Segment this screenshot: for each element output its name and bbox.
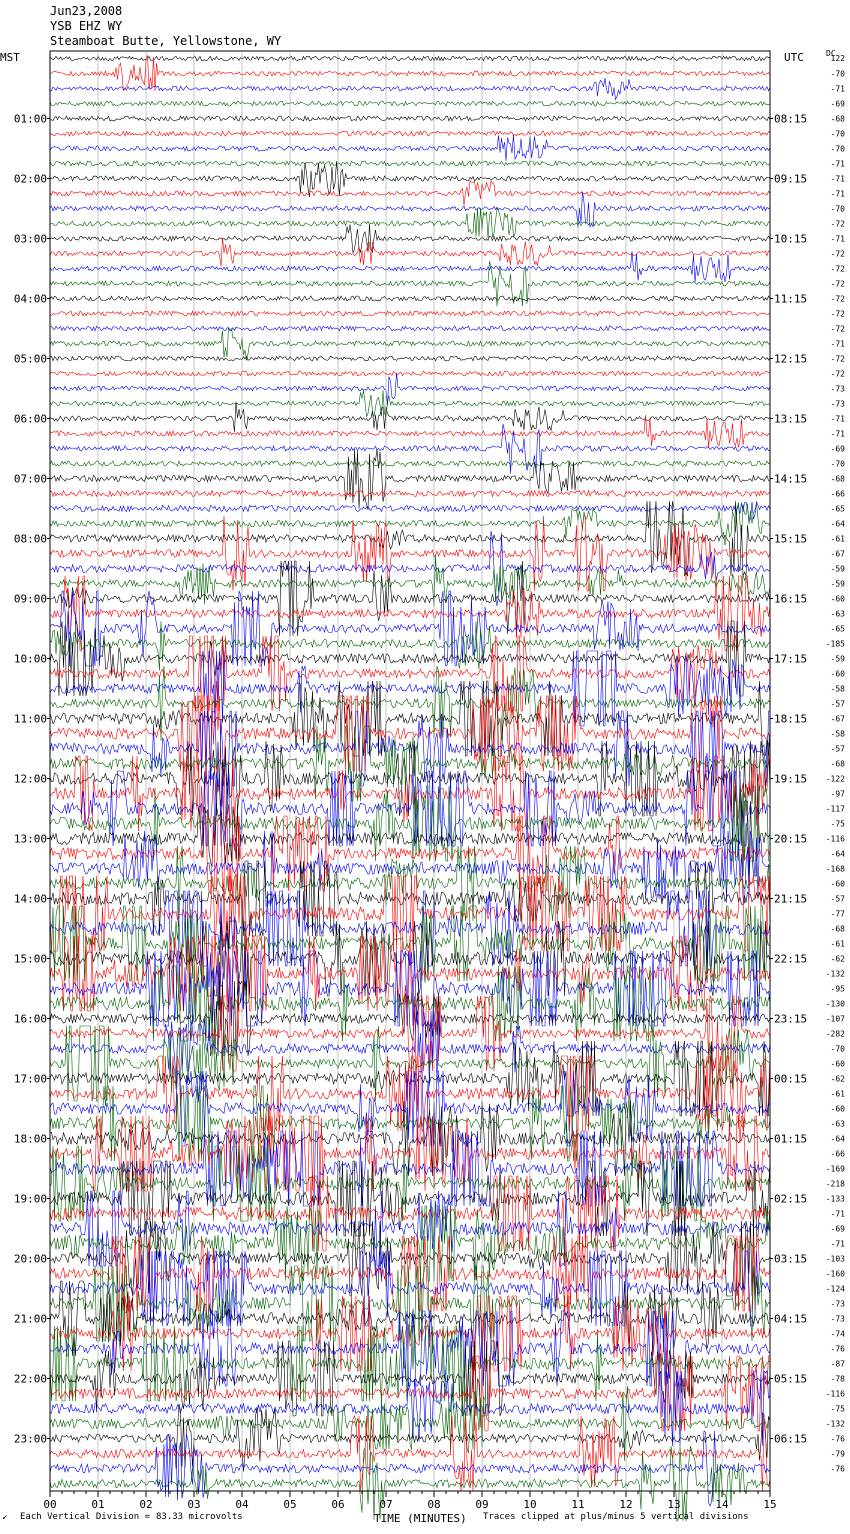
- dc-offset-value: -73: [830, 399, 845, 409]
- dc-offset-value: -65: [830, 624, 845, 634]
- dc-offset-value: -70: [830, 459, 845, 469]
- dc-offset-value: -76: [830, 1464, 845, 1474]
- dc-offset-value: -116: [825, 1389, 845, 1399]
- right-hour-label: 23:15: [774, 1012, 808, 1026]
- trace-line: [50, 238, 770, 267]
- dc-offset-value: -133: [825, 1194, 845, 1204]
- dc-offset-value: -71: [830, 414, 845, 424]
- dc-offset-value: -57: [830, 744, 845, 754]
- dc-offset-value: -60: [830, 879, 845, 889]
- x-tick-label: 06: [331, 1498, 345, 1511]
- trace-line: [50, 1251, 770, 1326]
- station-location: Steamboat Butte, Yellowstone, WY: [50, 34, 282, 48]
- right-hour-label: 11:15: [774, 292, 808, 306]
- trace-line: [50, 415, 770, 448]
- dc-offset-value: -59: [830, 654, 845, 664]
- left-hour-label: 22:00: [13, 1372, 47, 1386]
- trace-line: [50, 561, 770, 636]
- trace-line: [50, 181, 770, 206]
- dc-offset-value: -75: [830, 819, 845, 829]
- trace-line: [50, 516, 770, 591]
- trace-line: [50, 327, 770, 360]
- dc-offset-value: -69: [830, 444, 845, 454]
- trace-line: [50, 490, 770, 496]
- trace-line: [50, 311, 770, 316]
- dc-offset-value: -72: [830, 354, 845, 364]
- x-tick-label: 01: [91, 1498, 105, 1511]
- left-hour-label: 14:00: [13, 892, 47, 906]
- left-hour-label: 21:00: [13, 1312, 47, 1326]
- dc-offset-value: -69: [830, 1224, 845, 1234]
- dc-offset-value: -68: [830, 474, 845, 484]
- dc-offset-value: -122: [825, 774, 845, 784]
- trace-line: [50, 131, 770, 136]
- dc-offset-value: -107: [825, 1014, 845, 1024]
- dc-offset-value: -65: [830, 504, 845, 514]
- right-hour-label: 08:15: [774, 112, 808, 126]
- dc-offset-value: -68: [830, 759, 845, 769]
- x-tick-label: 02: [139, 1498, 153, 1511]
- left-hour-label: 10:00: [13, 652, 47, 666]
- trace-line: [50, 1086, 770, 1161]
- dc-offset-value: -72: [830, 309, 845, 319]
- x-tick-label: 05: [283, 1498, 297, 1511]
- record-date: Jun23,2008: [50, 4, 123, 18]
- trace-line: [50, 161, 770, 166]
- dc-offset-value: -62: [830, 1074, 845, 1084]
- dc-offset-value: -60: [830, 1059, 845, 1069]
- x-axis-title: TIME (MINUTES): [374, 1512, 467, 1525]
- left-timezone-label: MST: [0, 51, 20, 64]
- x-tick-label: 07: [379, 1498, 393, 1511]
- right-hour-label: 21:15: [774, 892, 808, 906]
- left-hour-label: 23:00: [13, 1432, 47, 1446]
- dc-offset-value: -58: [830, 729, 845, 739]
- left-hour-label: 08:00: [13, 532, 47, 546]
- dc-offset-value: -59: [830, 564, 845, 574]
- dc-offset-value: -168: [825, 864, 845, 874]
- left-hour-label: 18:00: [13, 1132, 47, 1146]
- left-hour-label: 19:00: [13, 1192, 47, 1206]
- trace-line: [50, 461, 770, 466]
- dc-offset-value: -70: [830, 129, 845, 139]
- dc-offset-value: -169: [825, 1164, 845, 1174]
- dc-offset-value: -73: [830, 384, 845, 394]
- right-hour-label: 18:15: [774, 712, 808, 726]
- dc-offset-value: -68: [830, 114, 845, 124]
- x-tick-label: 11: [571, 1498, 585, 1511]
- dc-offset-value: -61: [830, 1089, 845, 1099]
- dc-offset-value: -70: [830, 204, 845, 214]
- dc-offset-value: -64: [830, 519, 845, 529]
- trace-line: [50, 501, 770, 576]
- trace-line: [50, 1311, 770, 1386]
- dc-offset-value: -71: [830, 429, 845, 439]
- dc-offset-value: -130: [825, 999, 845, 1009]
- trace-line: [50, 371, 770, 376]
- trace-line: [50, 116, 770, 121]
- left-hour-label: 15:00: [13, 952, 47, 966]
- dc-offset-value: -71: [830, 84, 845, 94]
- x-tick-label: 09: [475, 1498, 489, 1511]
- right-hour-label: 19:15: [774, 772, 808, 786]
- right-hour-label: 17:15: [774, 652, 808, 666]
- station-code: YSB EHZ WY: [50, 19, 123, 33]
- dc-offset-value: -59: [830, 579, 845, 589]
- trace-line: [50, 101, 770, 106]
- right-hour-label: 09:15: [774, 172, 808, 186]
- right-hour-label: 05:15: [774, 1372, 808, 1386]
- dc-offset-value: -71: [830, 159, 845, 169]
- dc-offset-value: -71: [830, 339, 845, 349]
- trace-line: [50, 402, 770, 432]
- dc-offset-value: -58: [830, 684, 845, 694]
- clip-note: Traces clipped at plus/minus 5 vertical divisions: [483, 1512, 749, 1522]
- dc-offset-value: -60: [830, 669, 845, 679]
- dc-offset-value: -64: [830, 849, 845, 859]
- trace-line: [50, 56, 770, 61]
- right-hour-label: 22:15: [774, 952, 808, 966]
- left-hour-label: 13:00: [13, 832, 47, 846]
- dc-offset-value: -78: [830, 1374, 845, 1384]
- right-hour-label: 06:15: [774, 1432, 808, 1446]
- dc-offset-value: -185: [825, 639, 845, 649]
- dc-offset-value: -71: [830, 189, 845, 199]
- dc-offset-value: -282: [825, 1029, 845, 1039]
- dc-offset-value: -218: [825, 1179, 845, 1189]
- dc-offset-value: -124: [825, 1284, 845, 1294]
- left-hour-label: 12:00: [13, 772, 47, 786]
- dc-offset-value: -70: [830, 69, 845, 79]
- trace-line: [50, 296, 770, 301]
- x-tick-label: 15: [763, 1498, 777, 1511]
- left-hour-label: 05:00: [13, 352, 47, 366]
- dc-offset-value: -71: [830, 1239, 845, 1249]
- dc-offset-value: -60: [830, 594, 845, 604]
- dc-offset-value: -69: [830, 99, 845, 109]
- scale-prefix: Each Vertical Division =: [20, 1512, 151, 1522]
- trace-line: [50, 78, 770, 100]
- dc-offset-value: -72: [830, 324, 845, 334]
- dc-offset-value: -60: [830, 1104, 845, 1114]
- dc-offset-value: -103: [825, 1254, 845, 1264]
- right-hour-label: 13:15: [774, 412, 808, 426]
- dc-offset-value: -57: [830, 699, 845, 709]
- dc-offset-value: -77: [830, 909, 845, 919]
- trace-line: [50, 390, 770, 417]
- dc-offset-value: -132: [825, 969, 845, 979]
- left-hour-label: 04:00: [13, 292, 47, 306]
- x-tick-label: 00: [43, 1498, 57, 1511]
- right-hour-label: 03:15: [774, 1252, 808, 1266]
- scale-value: 83.33 microvolts: [156, 1512, 243, 1522]
- trace-line: [50, 696, 770, 771]
- trace-line: [50, 449, 770, 510]
- dc-offset-value: -63: [830, 609, 845, 619]
- dc-offset-value: -72: [830, 294, 845, 304]
- right-hour-label: 14:15: [774, 472, 808, 486]
- dc-offset-value: -72: [830, 264, 845, 274]
- dc-offset-value: -68: [830, 924, 845, 934]
- dc-offset-value: -116: [825, 834, 845, 844]
- trace-line: [50, 135, 770, 161]
- left-hour-label: 01:00: [13, 112, 47, 126]
- x-tick-label: 14: [715, 1498, 729, 1511]
- dc-offset-value: -87: [830, 1359, 845, 1369]
- x-tick-label: 12: [619, 1498, 633, 1511]
- scale-marker-icon: ↙: [2, 1512, 8, 1522]
- x-tick-label: 04: [235, 1498, 249, 1511]
- dc-offset-value: -132: [825, 1419, 845, 1429]
- right-hour-label: 04:15: [774, 1312, 808, 1326]
- left-hour-label: 07:00: [13, 472, 47, 486]
- x-tick-label: 03: [187, 1498, 201, 1511]
- x-tick-label: 08: [427, 1498, 441, 1511]
- dc-offset-value: -95: [830, 984, 845, 994]
- x-tick-label: 10: [523, 1498, 537, 1511]
- left-hour-label: 06:00: [13, 412, 47, 426]
- trace-line: [50, 503, 770, 546]
- dc-offset-value: -74: [830, 1329, 845, 1339]
- dc-offset-value: -76: [830, 1434, 845, 1444]
- trace-line: [50, 921, 770, 996]
- right-hour-label: 16:15: [774, 592, 808, 606]
- trace-line: [50, 373, 770, 405]
- dc-offset-value: -160: [825, 1269, 845, 1279]
- dc-offset-value: -61: [830, 534, 845, 544]
- right-timezone-label: UTC: [784, 51, 804, 64]
- trace-line: [50, 651, 770, 726]
- right-hour-label: 15:15: [774, 532, 808, 546]
- left-hour-label: 03:00: [13, 232, 47, 246]
- left-hour-label: 11:00: [13, 712, 47, 726]
- dc-offset-value: -70: [830, 144, 845, 154]
- right-hour-label: 01:15: [774, 1132, 808, 1146]
- right-hour-label: 20:15: [774, 832, 808, 846]
- trace-group: [50, 55, 770, 1521]
- dc-offset-value: -64: [830, 1134, 845, 1144]
- dc-offset-value: -57: [830, 894, 845, 904]
- dc-offset-value: -71: [830, 174, 845, 184]
- dc-offset-value: -117: [825, 804, 845, 814]
- right-hour-label: 12:15: [774, 352, 808, 366]
- dc-offset-value: -72: [830, 249, 845, 259]
- left-hour-label: 16:00: [13, 1012, 47, 1026]
- dc-offset-value: -97: [830, 789, 845, 799]
- trace-line: [50, 502, 770, 521]
- left-hour-label: 09:00: [13, 592, 47, 606]
- dc-top-value: 122: [830, 54, 845, 63]
- trace-line: [50, 192, 770, 228]
- trace-line: [50, 224, 770, 253]
- left-hour-label: 17:00: [13, 1072, 47, 1086]
- dc-offset-value: -70: [830, 1044, 845, 1054]
- trace-line: [50, 55, 770, 91]
- dc-offset-value: -79: [830, 1449, 845, 1459]
- left-hour-label: 20:00: [13, 1252, 47, 1266]
- dc-offset-value: -73: [830, 1299, 845, 1309]
- trace-line: [50, 326, 770, 331]
- dc-offset-value: -72: [830, 219, 845, 229]
- dc-offset-value: -71: [830, 234, 845, 244]
- right-hour-label: 02:15: [774, 1192, 808, 1206]
- dc-offset-value: -61: [830, 939, 845, 949]
- dc-label: DC: [826, 49, 836, 58]
- trace-line: [50, 208, 770, 238]
- dc-offset-value: -66: [830, 489, 845, 499]
- right-hour-label: 00:15: [774, 1072, 808, 1086]
- trace-line: [50, 726, 770, 801]
- trace-line: [50, 1341, 770, 1416]
- dc-offset-value: -73: [830, 1314, 845, 1324]
- dc-offset-value: -62: [830, 954, 845, 964]
- dc-offset-value: -67: [830, 549, 845, 559]
- dc-offset-value: -66: [830, 1149, 845, 1159]
- left-hour-label: 02:00: [13, 172, 47, 186]
- dc-offset-value: -71: [830, 1209, 845, 1219]
- dc-offset-value: -63: [830, 1119, 845, 1129]
- x-tick-label: 13: [667, 1498, 681, 1511]
- trace-line: [50, 161, 770, 197]
- dc-offset-value: -72: [830, 279, 845, 289]
- dc-offset-value: -72: [830, 369, 845, 379]
- dc-offset-value: -67: [830, 714, 845, 724]
- trace-line: [50, 356, 770, 361]
- trace-line: [50, 576, 770, 651]
- dc-offset-value: -75: [830, 1404, 845, 1414]
- dc-offset-value: -76: [830, 1344, 845, 1354]
- right-hour-label: 10:15: [774, 232, 808, 246]
- trace-line: [50, 951, 770, 1026]
